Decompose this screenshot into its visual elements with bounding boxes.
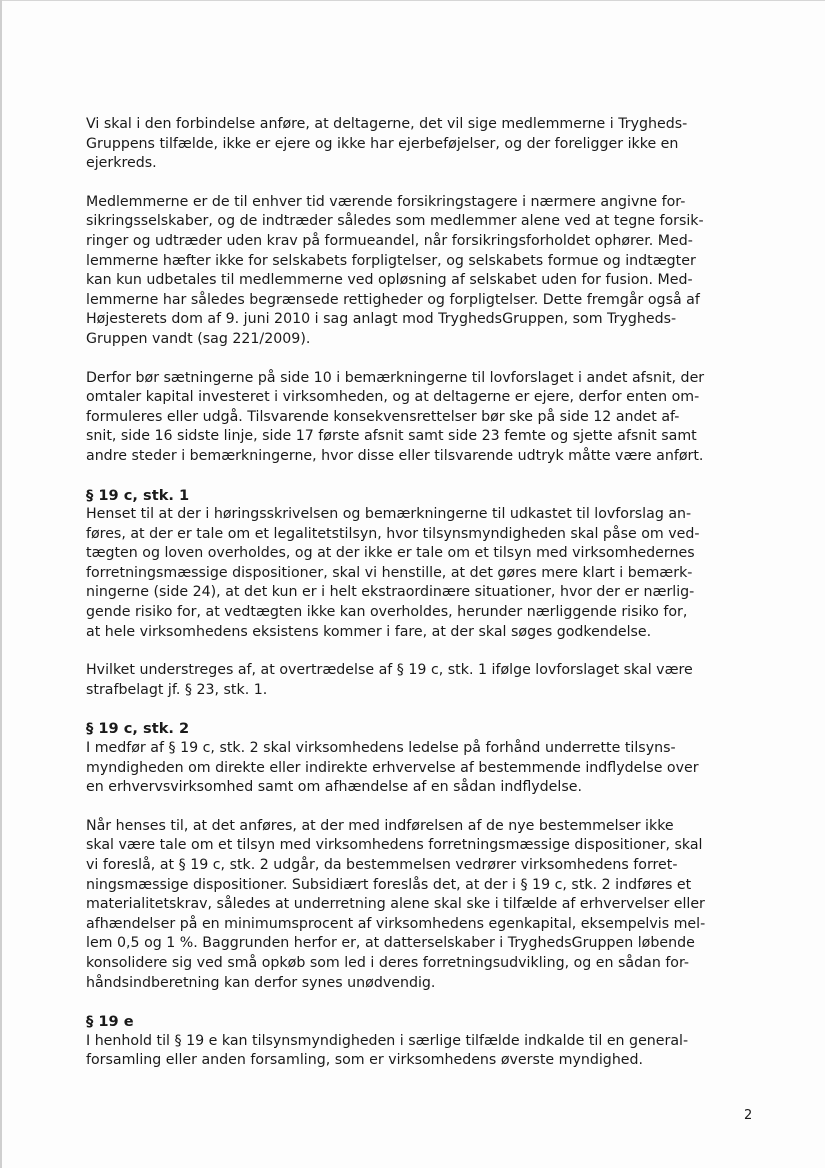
paragraph-proposal: Når henses til, at det anføres, at der med indførelsen af de nye bestemmelser ikke skal være tale om et tilsyn med virksomhedens forretningsmæssige dispositioner, skal vi foreslå, at § 19 c, stk. 2 udgår, da bestemmelsen vedrører virksomhedens forret- ningsmæssige dispositioner. Subsidiært foreslås det, at der i § 19 c, stk. 2 indføres et materialitetskrav, således at underretning alene skal ske i tilfælde af erhvervelser eller afhændelser på en minimumsprocent af virksomhedens egenkapital, eksempelvis mel- lem 0,5 og 1 %. Baggrunden herfor er, at datterselskaber i TryghedsGruppen løbende konsolidere sig ved små opkøb som led i deres forretningsudvikling, og en sådan for- håndsindberetning kan derfor synes unødvendig.: [86, 817, 706, 991]
paragraph-notification: I medfør af § 19 c, stk. 2 skal virksomhedens ledelse på forhånd underrette tilsyns- myndigheden om direkte eller indirekte erhvervelse af bestemmende indflydelse over en erhvervsvirksomhed samt om afhændelse af en sådan indflydelse.: [86, 740, 699, 796]
scan-edge-left: [0, 0, 2, 1168]
paragraph-general-meeting: I henhold til § 19 e kan tilsynsmyndigheden i særlige tilfælde indkalde til en general- forsamling eller anden forsamling, som er virksomhedens øverste myndighed.: [86, 1032, 689, 1069]
scan-edge-top: [0, 0, 825, 1]
section-heading-19e: § 19 e: [86, 1013, 134, 1031]
paragraph-penalty: Hvilket understreges af, at overtrædelse af § 19 c, stk. 1 ifølge lovforslaget skal være strafbelagt jf. § 23, stk. 1.: [86, 662, 693, 698]
paragraph-remarks: Derfor bør sætningerne på side 10 i bemærkningerne til lovforslaget i andet afsnit, der omtaler kapital investeret i virksomheden, og at deltagerne er ejere, derfor enten om- formuleres eller udgå. Tilsvarende konsekvensrettelser bør ske på side 12 andet af- snit, side 16 sidste linje, side 17 første afsnit samt side 23 femte og sjette afsnit samt andre steder i bemærkningerne, hvor disse eller tilsvarende udtryk måtte være anført.: [86, 369, 705, 464]
paragraph-ownership: Vi skal i den forbindelse anføre, at deltagerne, det vil sige medlemmerne i Trygheds- Gruppens tilfælde, ikke er ejere og ikke har ejerbeføjelser, og der foreligger ikke en ejerkreds.: [86, 116, 688, 172]
section-heading-19c-stk2: § 19 c, stk. 2: [86, 720, 190, 738]
page-number: 2: [744, 1108, 753, 1123]
paragraph-legality-supervision: Henset til at der i høringsskrivelsen og bemærkningerne til udkastet til lovforslag an- føres, at der er tale om et legalitetstilsyn, hvor tilsynsmyndigheden skal påse om ved- tægten og loven overholdes, og at der ikke er tale om et tilsyn med virksomhedernes forretningsmæssige dispositioner, skal vi henstille, at det gøres mere klart i bemærk- ningerne (side 24), at det kun er i helt ekstraordinære situationer, hvor der er nærlig- gende risiko for, at vedtægten ikke kan overholdes, herunder nærliggende risiko for, at hele virksomhedens eksistens kommer i fare, at der skal søges godkendelse.: [86, 506, 700, 640]
document-body: [86, 115, 751, 1071]
paragraph-members: Medlemmerne er de til enhver tid værende forsikringstagere i nærmere angivne for- sikringsselskaber, og de indtræder således som medlemmer alene ved at tegne forsik- ringer og udtræder uden krav på formueandel, når forsikringsforholdet ophører. Med- lemmerne hæfter ikke for selskabets forpligtelser, og selskabets formue og indtægter kan kun udbetales til medlemmerne ved opløsning af selskabet uden for fusion. Med- lemmerne har således begrænsede rettigheder og forpligtelser. Dette fremgår også af Højesterets dom af 9. juni 2010 i sag anlagt mod TryghedsGruppen, som Trygheds- Gruppen vandt (sag 221/2009).: [86, 193, 704, 347]
section-heading-19c-stk1: § 19 c, stk. 1: [86, 486, 190, 504]
